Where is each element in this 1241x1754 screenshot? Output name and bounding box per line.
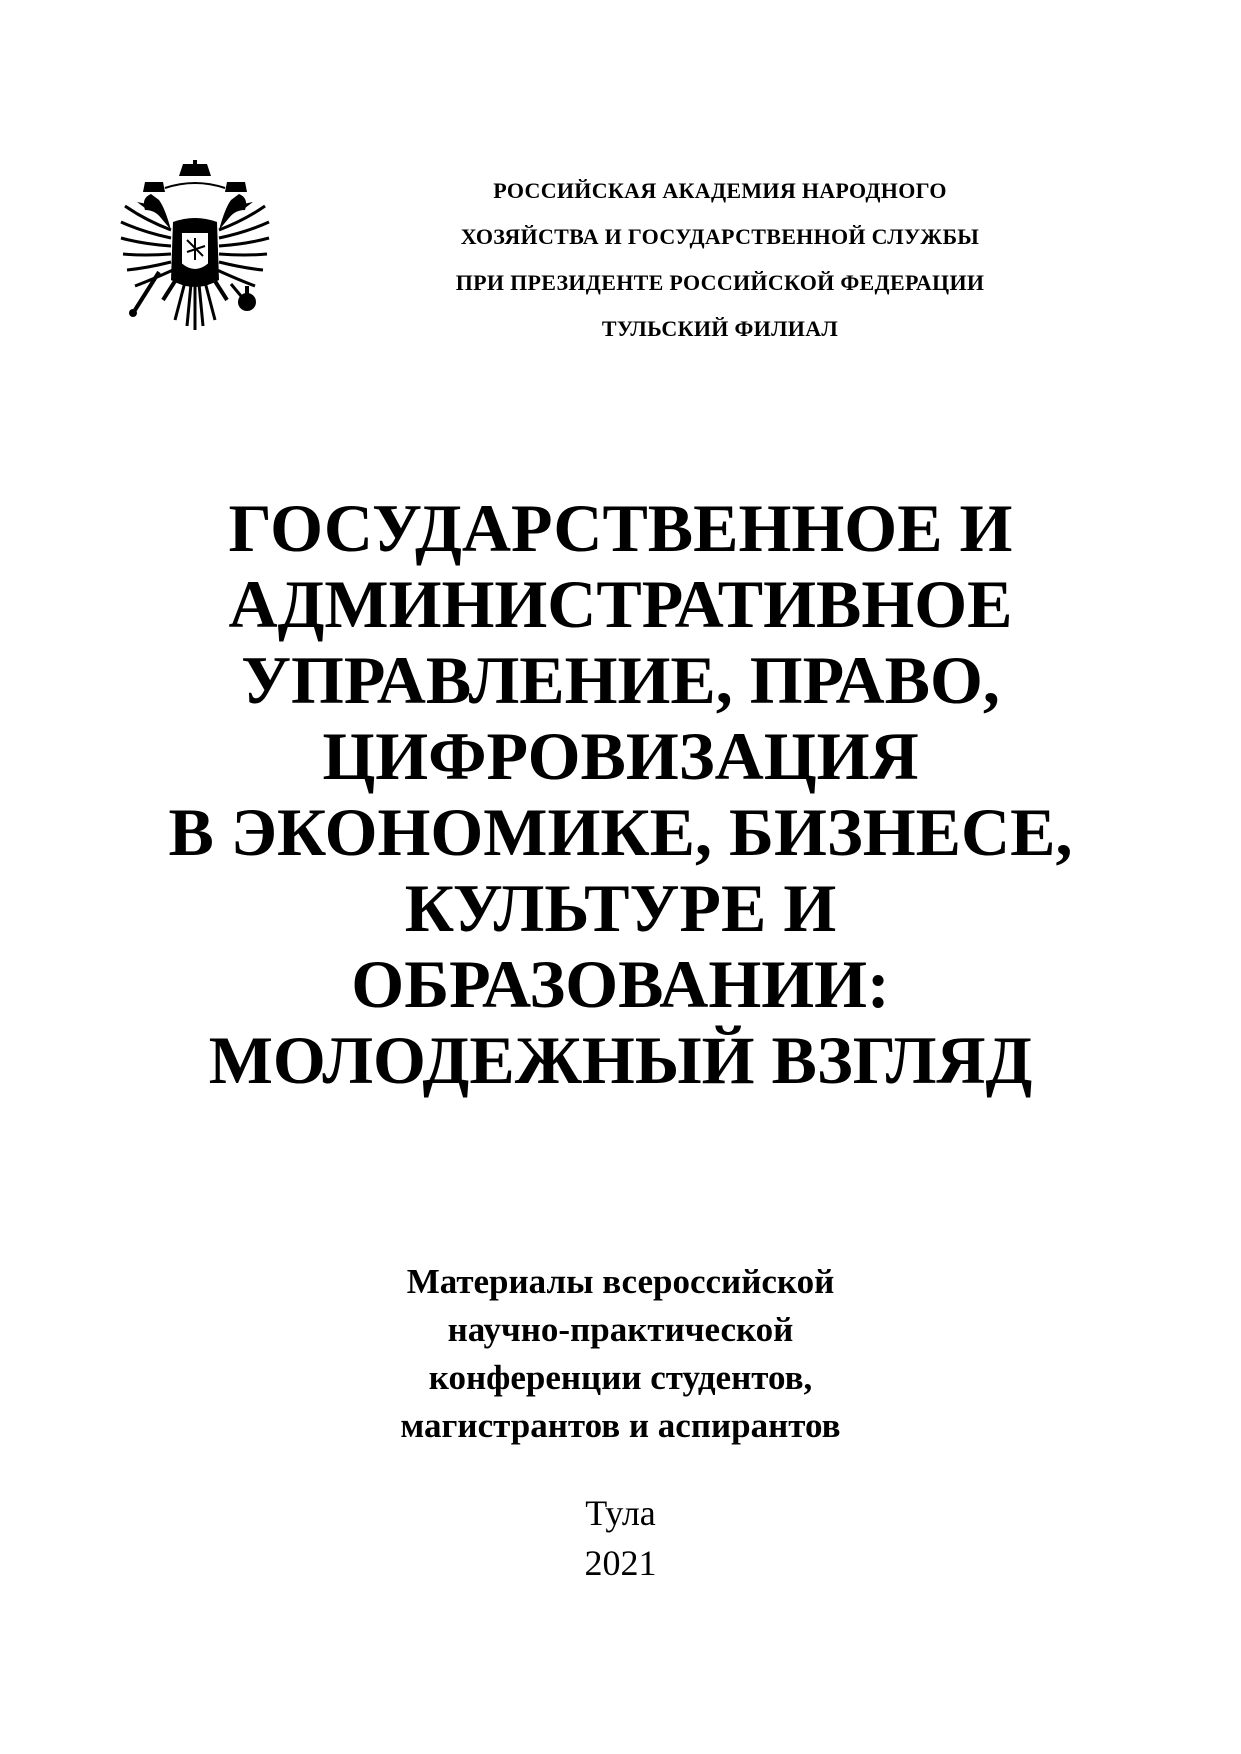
subtitle-line: конференции студентов, [428, 1358, 813, 1397]
document-title [60, 490, 1181, 1098]
coat-of-arms-icon [115, 160, 275, 340]
organization-header [360, 168, 1080, 352]
title-line: ОБРАЗОВАНИИ: [351, 946, 890, 1022]
organization-line: ХОЗЯЙСТВА И ГОСУДАРСТВЕННОЙ СЛУЖБЫ [460, 224, 980, 249]
subtitle-line: научно-практической [447, 1310, 794, 1349]
imprint-city: Тула [585, 1493, 656, 1533]
title-line: В ЭКОНОМИКЕ, БИЗНЕСЕ, [168, 794, 1073, 870]
imprint [420, 1488, 821, 1588]
organization-line: РОССИЙСКАЯ АКАДЕМИЯ НАРОДНОГО [493, 178, 947, 203]
subtitle-line: магистрантов и аспирантов [400, 1406, 841, 1445]
subtitle-line: Материалы всероссийской [406, 1262, 835, 1301]
imprint-year: 2021 [584, 1543, 657, 1583]
organization-line: ТУЛЬСКИЙ ФИЛИАЛ [601, 316, 839, 341]
title-line: АДМИНИСТРАТИВНОЕ [228, 566, 1013, 642]
organization-line: ПРИ ПРЕЗИДЕНТЕ РОССИЙСКОЙ ФЕДЕРАЦИИ [455, 270, 985, 295]
title-line: ГОСУДАРСТВЕННОЕ И [228, 490, 1013, 566]
title-line: УПРАВЛЕНИЕ, ПРАВО, [241, 642, 1000, 718]
title-line: МОЛОДЕЖНЫЙ ВЗГЛЯД [208, 1022, 1033, 1098]
document-subtitle [200, 1258, 1041, 1450]
title-line: КУЛЬТУРЕ И [404, 870, 837, 946]
title-line: ЦИФРОВИЗАЦИЯ [322, 718, 919, 794]
